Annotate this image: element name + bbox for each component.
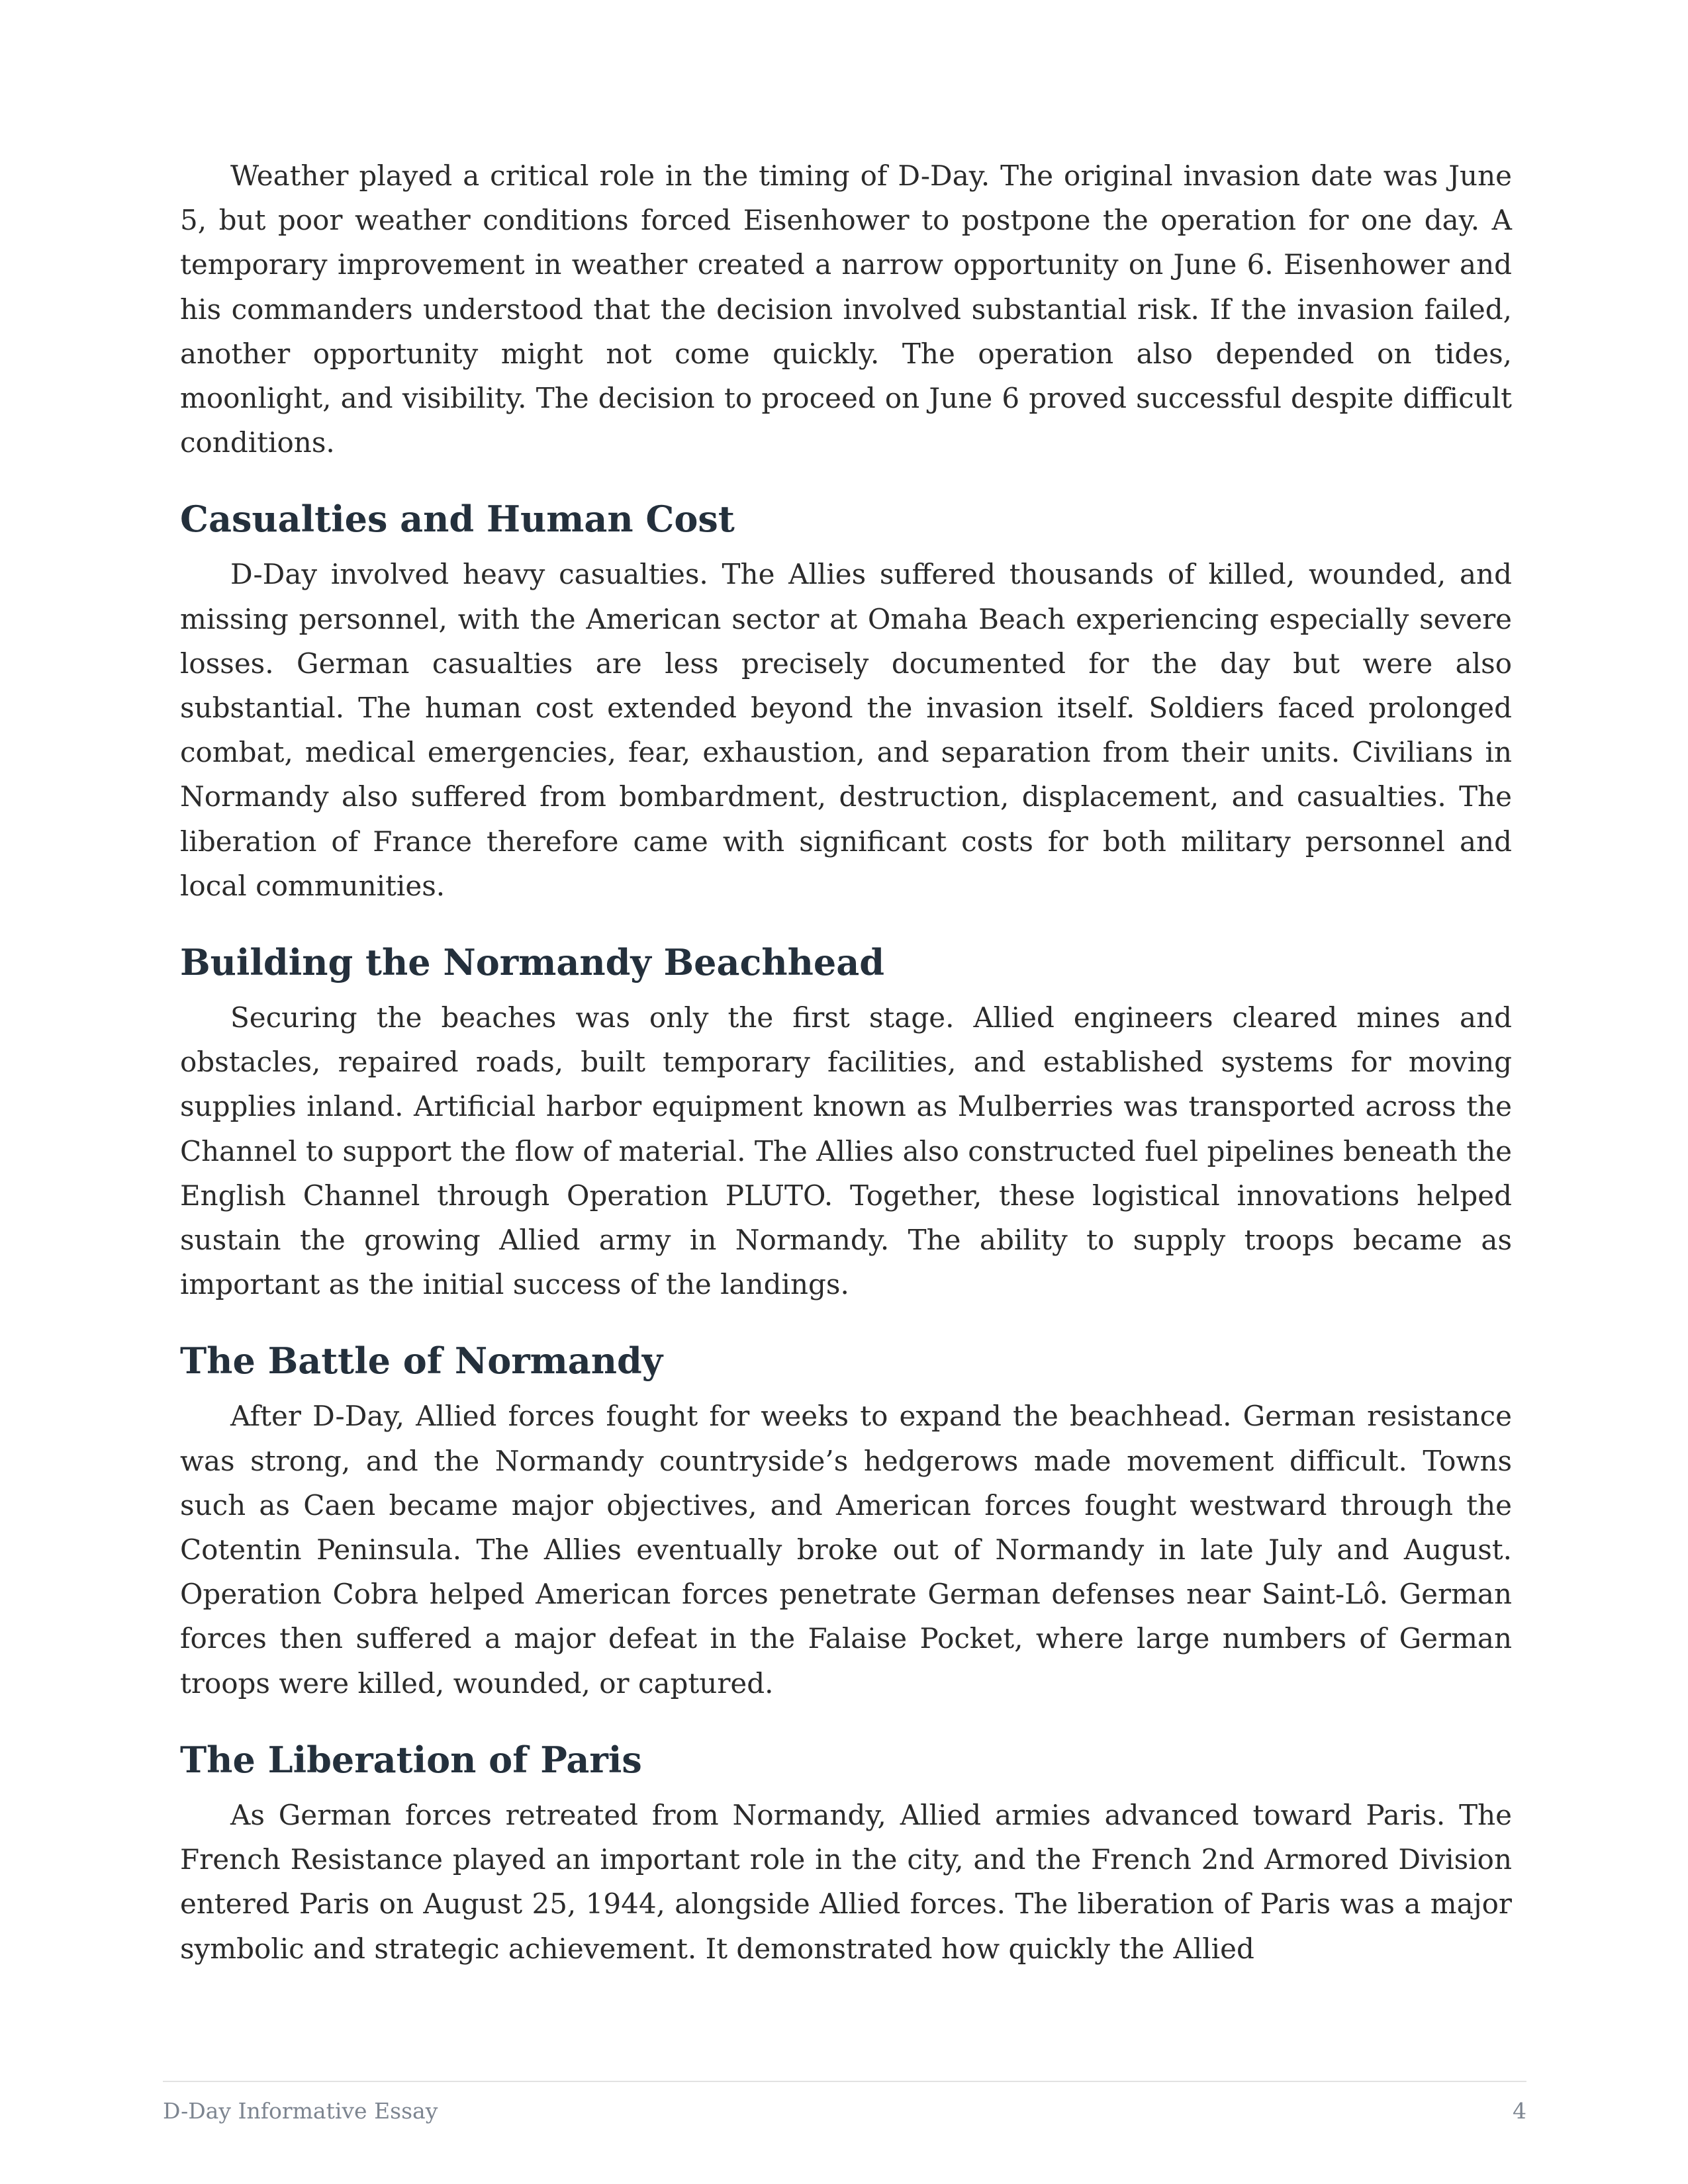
section-heading-battle-of-normandy: The Battle of Normandy — [180, 1340, 663, 1383]
intro-paragraph: Weather played a critical role in the timing of D-Day. The original invasion date was June 5, but poor weather conditions forced Eisenhower to postpone the operation for one day. A temporary improvement in weather created a narrow opportunity on June 6. Eisenhower and his commanders understood that the decision involved substantial risk. If the invasion failed, another opportunity might not come quickly. The operation also depended on tides, moonlight, and visibility. The decision to proceed on June 6 proved successful despite difficult conditions. — [180, 159, 1512, 459]
page-content — [180, 154, 1512, 1971]
section-paragraph-beachhead: Securing the beaches was only the first stage. Allied engineers cleared mines and obstacles, repaired roads, built temporary facilities, and established systems for moving supplies inland. Artificial harbor equipment known as Mulberries was transported across the Channel to support the flow of material. The Allies also constructed fuel pipelines beneath the English Channel through Operation PLUTO. Together, these logistical innovations helped sustain the growing Allied army in Normandy. The ability to supply troops became as important as the initial success of the landings. — [180, 1001, 1512, 1301]
section-heading-liberation-of-paris: The Liberation of Paris — [180, 1738, 642, 1781]
footer-document-title: D-Day Informative Essay — [163, 2098, 438, 2124]
section-paragraph-liberation-of-paris: As German forces retreated from Normandy, Allied armies advanced toward Paris. The French Resistance played an important role in the city, and the French 2nd Armored Division entered Paris on August 25, 1944, alongside Allied forces. The liberation of Paris was a major symbolic and strategic achievement. It demonstrated how quickly the Allied — [180, 1798, 1512, 1965]
section-heading-beachhead: Building the Normandy Beachhead — [180, 941, 885, 984]
section-paragraph-battle-of-normandy: After D-Day, Allied forces fought for weeks to expand the beachhead. German resistance was strong, and the Normandy countryside’s hedgerows made movement difficult. Towns such as Caen became major objectives, and American forces fought westward through the Cotentin Peninsula. The Allies eventually broke out of Normandy in late July and August. Operation Cobra helped American forces penetrate German defenses near Saint-Lô. German forces then suffered a major defeat in the Falaise Pocket, where large numbers of German troops were killed, wounded, or captured. — [180, 1400, 1512, 1700]
footer-divider — [163, 2081, 1526, 2082]
section-heading-casualties: Casualties and Human Cost — [180, 498, 735, 541]
footer-page-number: 4 — [1513, 2098, 1526, 2124]
section-paragraph-casualties: D-Day involved heavy casualties. The Allies suffered thousands of killed, wounded, and missing personnel, with the American sector at Omaha Beach experiencing especially severe losses. German casualties are less precisely documented for the day but were also substantial. The human cost extended beyond the invasion itself. Soldiers faced prolonged combat, medical emergencies, fear, exhaustion, and separation from their units. Civilians in Normandy also suffered from bombardment, destruction, displacement, and casualties. The liberation of France therefore came with significant costs for both military personnel and local communities. — [180, 558, 1512, 902]
